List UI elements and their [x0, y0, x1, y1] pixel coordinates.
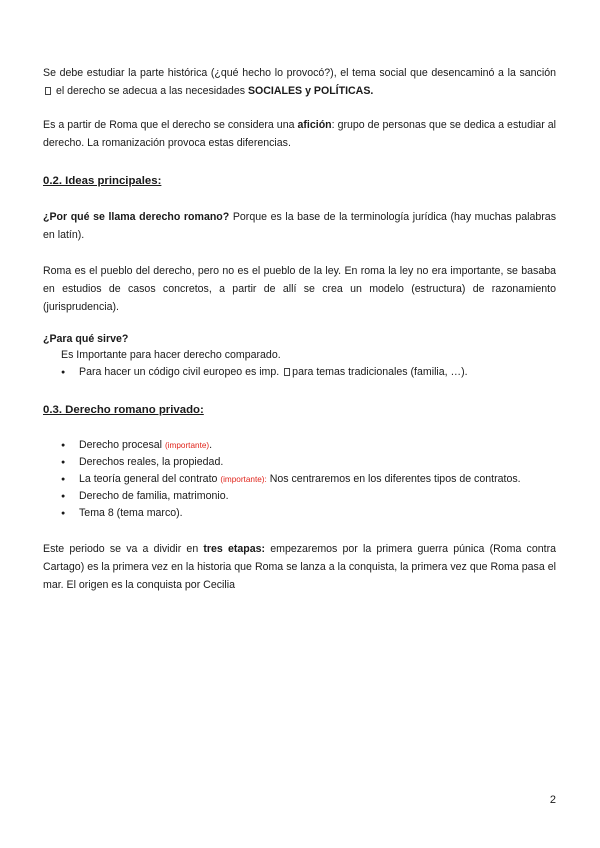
text-segment: Es a partir de Roma que el derecho se considera una	[43, 119, 295, 131]
list-item	[43, 488, 556, 505]
paragraph-historia	[43, 64, 556, 100]
list-item	[43, 505, 556, 522]
bold-text: afición	[297, 119, 332, 131]
item-text: Derecho de familia, matrimonio.	[79, 490, 229, 502]
document-page	[43, 64, 556, 594]
list-item	[43, 471, 556, 488]
question-para-que: ¿Para qué sirve?	[43, 333, 129, 345]
paragraph-tres-etapas	[43, 540, 556, 594]
important-note: (importante)	[164, 441, 210, 450]
text-segment: el derecho se adecua a las necesidades	[55, 85, 246, 97]
line-derecho-comparado: Es Importante para hacer derecho comparado.	[61, 349, 281, 361]
item-text: La teoría general del contrato	[79, 473, 221, 485]
text-segment: Porque es la base de la terminología jurídica (hay muchas palabras en latín).	[43, 211, 556, 241]
item-text: Nos centraremos en los diferentes tipos de contratos.	[266, 473, 521, 485]
paragraph-por-que	[43, 208, 556, 244]
paragraph-roma: Roma es el pueblo del derecho, pero no es el pueblo de la ley. En roma la ley no era importante, se basaba en estudios de casos concretos, a partir de allí se crea un modelo (estructura) de razonamiento (jurisprudencia).	[43, 265, 556, 313]
text-segment: Para hacer un código civil europeo es imp.	[79, 366, 280, 378]
bullet-list-uso	[43, 364, 556, 381]
item-text: Derechos reales, la propiedad.	[79, 456, 224, 468]
page-number: 2	[549, 794, 556, 806]
bold-text: SOCIALES y POLÍTICAS.	[247, 85, 374, 97]
missing-glyph-icon	[45, 87, 51, 95]
list-item	[43, 437, 556, 454]
important-note: (importante):	[220, 475, 267, 484]
text-segment: para temas tradicionales (familia, …).	[292, 366, 468, 378]
bullet-list-temas	[43, 437, 556, 522]
text-segment: empezaremos por la primera guerra púnica (Roma contra Cartago) es la primera vez en la historia que Roma se lanza a la conquista, la primera vez que Roma pasa el mar. El origen es la conquista por Cecilia	[43, 543, 556, 591]
paragraph-aficion	[43, 116, 556, 152]
text-segment: : grupo de personas que se dedica a estudiar al derecho. La romanización provoca estas diferencias.	[43, 119, 556, 149]
item-text: Tema 8 (tema marco).	[79, 507, 183, 519]
heading-derecho-romano-privado: 0.3. Derecho romano privado:	[43, 404, 204, 416]
heading-ideas-principales: 0.2. Ideas principales:	[43, 175, 162, 187]
item-text: .	[209, 439, 213, 451]
bold-question: ¿Por qué se llama derecho romano?	[43, 211, 230, 223]
missing-glyph-icon	[284, 368, 290, 376]
item-text: Derecho procesal	[79, 439, 165, 451]
list-item	[43, 364, 556, 381]
bold-text: tres etapas:	[203, 543, 266, 555]
text-segment: Se debe estudiar la parte histórica (¿qué hecho lo provocó?), el tema social que desencaminó a la sanción	[43, 67, 556, 79]
list-item	[43, 454, 556, 471]
text-segment: Este periodo se va a dividir en	[43, 543, 199, 555]
